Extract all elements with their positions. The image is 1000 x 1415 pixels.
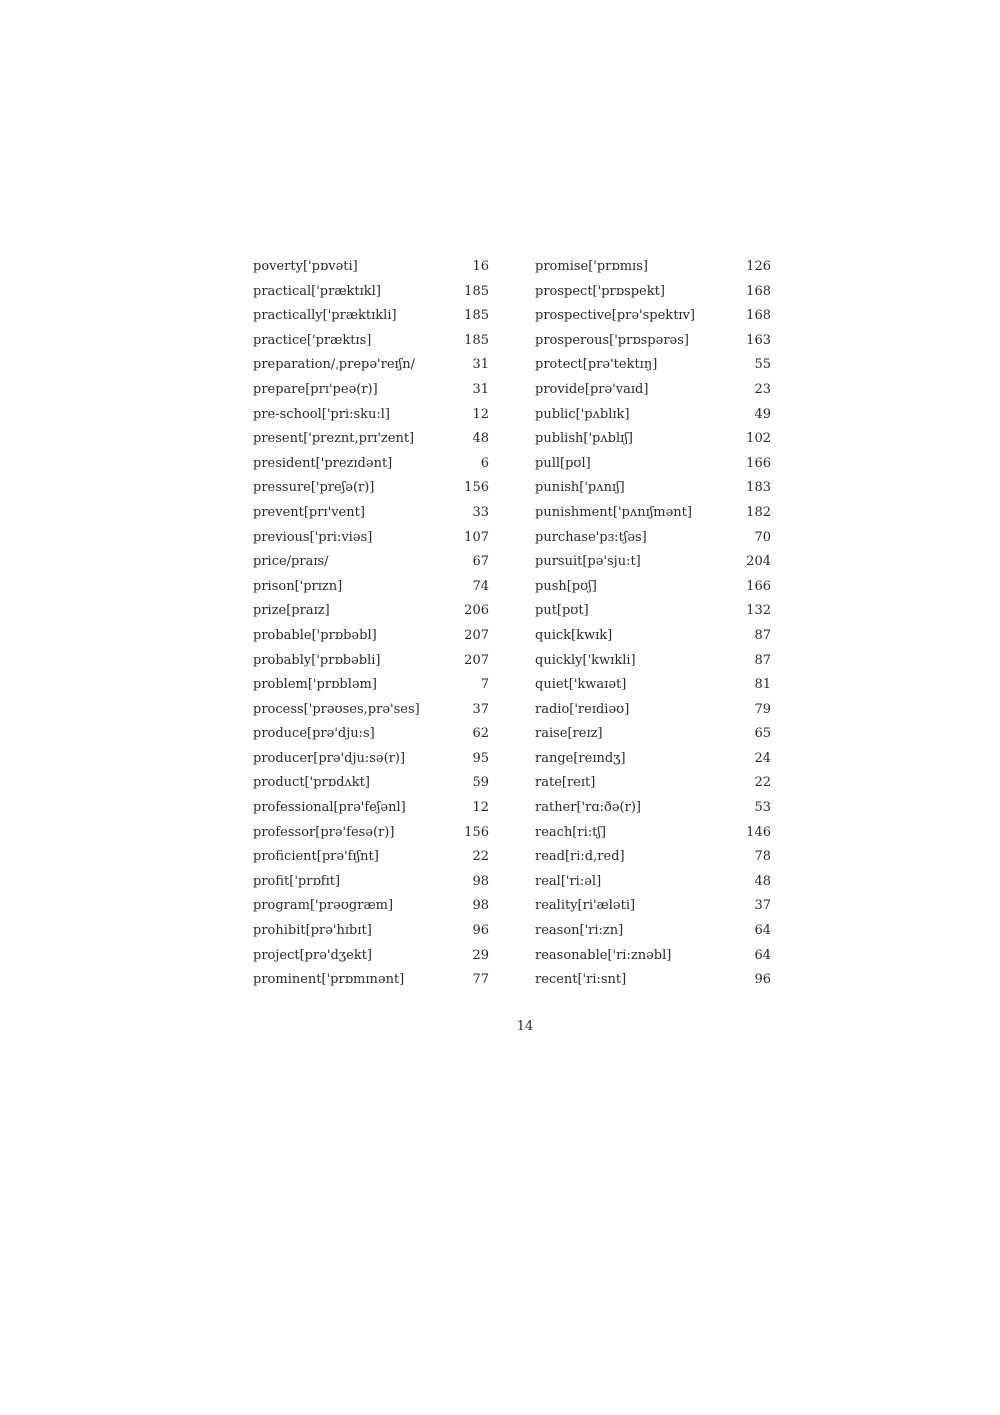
entry-page-reference: 98 bbox=[472, 873, 489, 889]
index-entry bbox=[253, 796, 489, 821]
page-number: 14 bbox=[516, 1019, 534, 1034]
index-entry bbox=[535, 403, 771, 428]
index-entry bbox=[535, 378, 771, 403]
index-entry bbox=[253, 280, 489, 305]
entry-word: prison['prɪzn] bbox=[253, 578, 343, 594]
index-column-right bbox=[535, 255, 771, 993]
entry-page-reference: 64 bbox=[754, 923, 771, 939]
index-entry bbox=[535, 649, 771, 674]
index-entry bbox=[535, 673, 771, 698]
index-entry bbox=[535, 698, 771, 723]
entry-word: radio['reɪdiəʊ] bbox=[535, 701, 630, 717]
entry-page-reference: 65 bbox=[754, 726, 771, 742]
entry-word: punish['pʌnɪʃ] bbox=[535, 480, 625, 496]
index-entry bbox=[253, 501, 489, 526]
entry-word: push[pʊʃ] bbox=[535, 578, 597, 594]
entry-page-reference: 53 bbox=[754, 800, 771, 816]
index-entry bbox=[535, 894, 771, 919]
entry-word: practical['præktɪkl] bbox=[253, 283, 381, 299]
entry-page-reference: 49 bbox=[754, 406, 771, 422]
index-entry bbox=[535, 550, 771, 575]
entry-page-reference: 207 bbox=[464, 652, 489, 668]
entry-word: project[prə'dʒekt] bbox=[253, 947, 372, 963]
entry-word: prevent[prɪ'vent] bbox=[253, 504, 365, 520]
entry-page-reference: 96 bbox=[472, 923, 489, 939]
entry-page-reference: 55 bbox=[754, 357, 771, 373]
entry-word: reasonable['ri:znəbl] bbox=[535, 947, 672, 963]
entry-page-reference: 163 bbox=[746, 332, 771, 348]
index-entry bbox=[535, 796, 771, 821]
entry-word: rate[reɪt] bbox=[535, 775, 596, 791]
index-entry bbox=[253, 304, 489, 329]
index-column-left bbox=[253, 255, 489, 993]
entry-page-reference: 48 bbox=[754, 873, 771, 889]
entry-page-reference: 77 bbox=[472, 972, 489, 988]
entry-word: range[reɪndʒ] bbox=[535, 750, 626, 766]
entry-word: punishment['pʌnɪʃmənt] bbox=[535, 504, 692, 520]
index-entry bbox=[253, 575, 489, 600]
entry-page-reference: 31 bbox=[472, 357, 489, 373]
entry-word: promise['prɒmɪs] bbox=[535, 259, 648, 274]
entry-page-reference: 156 bbox=[464, 480, 489, 496]
entry-word: protect[prə'tektɪŋ] bbox=[535, 357, 658, 373]
index-entry bbox=[253, 353, 489, 378]
entry-word: quiet['kwaɪət] bbox=[535, 677, 627, 693]
entry-page-reference: 185 bbox=[464, 332, 489, 348]
entry-word: professor[prə'fesə(r)] bbox=[253, 824, 395, 840]
entry-word: pre-school['pri:sku:l] bbox=[253, 406, 391, 422]
entry-page-reference: 37 bbox=[754, 898, 771, 914]
entry-word: pursuit[pə'sju:t] bbox=[535, 554, 641, 570]
entry-page-reference: 29 bbox=[472, 947, 489, 963]
entry-word: profit['prɒfɪt] bbox=[253, 873, 341, 889]
index-entry bbox=[253, 255, 489, 280]
entry-page-reference: 23 bbox=[754, 381, 771, 397]
entry-word: pressure['preʃə(r)] bbox=[253, 480, 375, 496]
entry-word: prosperous['prɒspərəs] bbox=[535, 332, 689, 348]
index-entry bbox=[253, 673, 489, 698]
entry-word: pull[pʊl] bbox=[535, 455, 591, 471]
index-entry bbox=[253, 944, 489, 969]
index-entry bbox=[253, 747, 489, 772]
entry-page-reference: 182 bbox=[746, 504, 771, 520]
entry-word: publish['pʌblɪʃ] bbox=[535, 431, 633, 447]
index-entry bbox=[253, 624, 489, 649]
entry-word: raise[reɪz] bbox=[535, 726, 603, 742]
index-entry bbox=[535, 845, 771, 870]
index-entry bbox=[535, 452, 771, 477]
entry-page-reference: 48 bbox=[472, 431, 489, 447]
entry-page-reference: 37 bbox=[472, 701, 489, 717]
entry-page-reference: 78 bbox=[754, 849, 771, 865]
entry-word: produce[prə'dju:s] bbox=[253, 726, 375, 742]
index-entry bbox=[535, 476, 771, 501]
entry-word: poverty['pɒvəti] bbox=[253, 259, 358, 274]
entry-word: put[pʊt] bbox=[535, 603, 589, 619]
entry-page-reference: 22 bbox=[754, 775, 771, 791]
entry-page-reference: 62 bbox=[472, 726, 489, 742]
entry-page-reference: 12 bbox=[472, 800, 489, 816]
entry-page-reference: 12 bbox=[472, 406, 489, 422]
index-entry bbox=[253, 722, 489, 747]
index-entry bbox=[253, 550, 489, 575]
index-entry bbox=[253, 403, 489, 428]
index-entry bbox=[535, 304, 771, 329]
entry-page-reference: 107 bbox=[464, 529, 489, 545]
entry-page-reference: 183 bbox=[746, 480, 771, 496]
entry-word: quick[kwɪk] bbox=[535, 627, 613, 643]
entry-page-reference: 102 bbox=[746, 431, 771, 447]
index-entry bbox=[253, 329, 489, 354]
entry-page-reference: 31 bbox=[472, 381, 489, 397]
entry-word: problem['prɒbləm] bbox=[253, 677, 377, 693]
entry-word: public['pʌblɪk] bbox=[535, 406, 630, 422]
index-entry bbox=[253, 821, 489, 846]
entry-word: professional[prə'feʃənl] bbox=[253, 800, 406, 816]
entry-page-reference: 81 bbox=[754, 677, 771, 693]
index-entry bbox=[253, 698, 489, 723]
index-entry bbox=[535, 968, 771, 993]
entry-word: reach[ri:tʃ] bbox=[535, 824, 606, 840]
index-entry bbox=[535, 944, 771, 969]
index-entry bbox=[535, 747, 771, 772]
entry-page-reference: 166 bbox=[746, 455, 771, 471]
index-entry bbox=[535, 919, 771, 944]
entry-page-reference: 146 bbox=[746, 824, 771, 840]
entry-word: purchase'pɜ:tʃəs] bbox=[535, 529, 647, 545]
entry-word: quickly['kwɪkli] bbox=[535, 652, 636, 668]
entry-page-reference: 7 bbox=[480, 677, 489, 693]
entry-word: prize[praɪz] bbox=[253, 603, 330, 619]
entry-page-reference: 96 bbox=[754, 972, 771, 988]
entry-page-reference: 79 bbox=[754, 701, 771, 717]
entry-page-reference: 98 bbox=[472, 898, 489, 914]
index-entry bbox=[535, 771, 771, 796]
entry-word: provide[prə'vaɪd] bbox=[535, 381, 649, 397]
index-entry bbox=[253, 919, 489, 944]
entry-word: price/praɪs/ bbox=[253, 554, 329, 570]
entry-page-reference: 132 bbox=[746, 603, 771, 619]
index-entry bbox=[253, 968, 489, 993]
entry-word: producer[prə'dju:sə(r)] bbox=[253, 750, 406, 766]
entry-word: recent['ri:snt] bbox=[535, 972, 627, 988]
index-entry bbox=[535, 624, 771, 649]
index-entry bbox=[535, 870, 771, 895]
entry-page-reference: 87 bbox=[754, 652, 771, 668]
entry-word: reality[ri'æləti] bbox=[535, 898, 636, 914]
entry-page-reference: 185 bbox=[464, 308, 489, 324]
entry-page-reference: 87 bbox=[754, 627, 771, 643]
index-entry bbox=[535, 255, 771, 280]
entry-word: read[ri:d,red] bbox=[535, 849, 625, 865]
index-entry bbox=[253, 427, 489, 452]
entry-page-reference: 6 bbox=[480, 455, 489, 471]
index-entry bbox=[535, 501, 771, 526]
entry-page-reference: 168 bbox=[746, 308, 771, 324]
entry-word: present['preznt,prɪ'zent] bbox=[253, 431, 415, 447]
entry-page-reference: 126 bbox=[746, 259, 771, 274]
entry-word: real['ri:əl] bbox=[535, 873, 602, 889]
index-entry bbox=[253, 452, 489, 477]
index-entry bbox=[535, 353, 771, 378]
entry-page-reference: 33 bbox=[472, 504, 489, 520]
entry-page-reference: 185 bbox=[464, 283, 489, 299]
entry-word: probable['prɒbəbl] bbox=[253, 627, 377, 643]
index-entry bbox=[535, 821, 771, 846]
entry-word: prepare[prɪ'peə(r)] bbox=[253, 381, 378, 397]
index-entry bbox=[535, 526, 771, 551]
entry-page-reference: 166 bbox=[746, 578, 771, 594]
entry-word: preparation/ˌprepə'reɪʃn/ bbox=[253, 357, 415, 373]
entry-page-reference: 22 bbox=[472, 849, 489, 865]
entry-word: practically['præktɪkli] bbox=[253, 308, 397, 324]
entry-word: probably['prɒbəbli] bbox=[253, 652, 381, 668]
index-entry bbox=[535, 722, 771, 747]
entry-page-reference: 24 bbox=[754, 750, 771, 766]
entry-page-reference: 168 bbox=[746, 283, 771, 299]
index-entry bbox=[535, 280, 771, 305]
entry-word: prospect['prɒspekt] bbox=[535, 283, 665, 299]
index-entry bbox=[253, 378, 489, 403]
entry-page-reference: 16 bbox=[472, 259, 489, 274]
entry-word: rather['rɑ:ðə(r)] bbox=[535, 800, 641, 816]
entry-page-reference: 206 bbox=[464, 603, 489, 619]
entry-word: reason['ri:zn] bbox=[535, 923, 624, 939]
index-entry bbox=[253, 476, 489, 501]
index-entry bbox=[253, 845, 489, 870]
entry-page-reference: 74 bbox=[472, 578, 489, 594]
entry-word: prominent['prɒmɪnənt] bbox=[253, 972, 405, 988]
entry-page-reference: 70 bbox=[754, 529, 771, 545]
entry-word: product['prɒdʌkt] bbox=[253, 775, 370, 791]
entry-word: previous['pri:viəs] bbox=[253, 529, 373, 545]
entry-page-reference: 204 bbox=[746, 554, 771, 570]
index-entry bbox=[535, 329, 771, 354]
entry-page-reference: 156 bbox=[464, 824, 489, 840]
index-entry bbox=[535, 599, 771, 624]
entry-page-reference: 64 bbox=[754, 947, 771, 963]
index-entry bbox=[253, 649, 489, 674]
index-entry bbox=[253, 526, 489, 551]
entry-page-reference: 67 bbox=[472, 554, 489, 570]
index-entry bbox=[253, 894, 489, 919]
entry-word: process['prəʊses,prə'ses] bbox=[253, 701, 420, 717]
entry-page-reference: 207 bbox=[464, 627, 489, 643]
entry-page-reference: 59 bbox=[472, 775, 489, 791]
entry-word: practice['præktɪs] bbox=[253, 332, 372, 348]
index-entry bbox=[253, 771, 489, 796]
entry-page-reference: 95 bbox=[472, 750, 489, 766]
entry-word: program['prəʊgræm] bbox=[253, 898, 394, 914]
index-entry bbox=[535, 427, 771, 452]
entry-word: proficient[prə'fɪʃnt] bbox=[253, 849, 379, 865]
index-entry bbox=[253, 870, 489, 895]
entry-word: prohibit[prə'hɪbɪt] bbox=[253, 923, 372, 939]
index-entry bbox=[535, 575, 771, 600]
entry-word: prospective[prə'spektɪv] bbox=[535, 308, 695, 324]
entry-word: president['prezɪdənt] bbox=[253, 455, 393, 471]
index-entry bbox=[253, 599, 489, 624]
